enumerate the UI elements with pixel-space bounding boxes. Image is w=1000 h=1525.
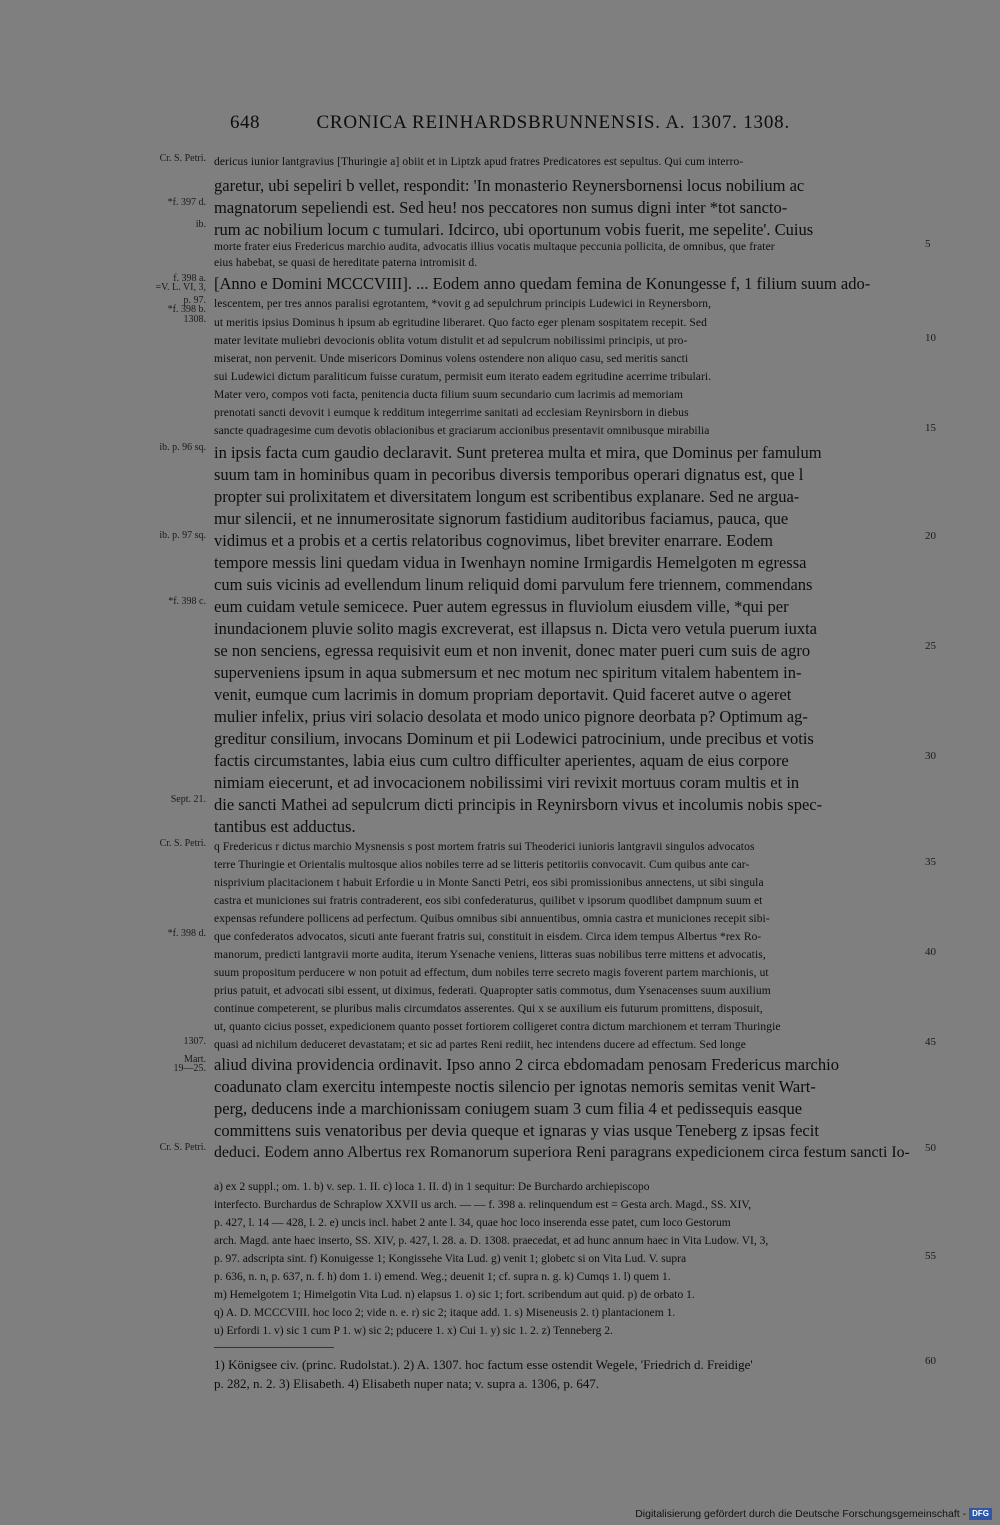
margin-note: *f. 397 d. bbox=[167, 197, 206, 208]
credit-text: Digitalisierung gefördert durch die Deutsche Forschungsgemeinschaft - bbox=[635, 1508, 967, 1520]
line-text: aliud divina providencia ordinavit. Ipso anno 2 circa ebdomadam penosam Fredericus marchio bbox=[214, 1055, 839, 1074]
lines-line bbox=[0, 508, 1000, 530]
line-text: sancte quadragesime cum devotis oblacionibus et graciarum accionibus presentavit omnibusque mirabilia bbox=[214, 425, 710, 437]
lines-line bbox=[0, 794, 1000, 816]
margin-note: Cr. S. Petri. bbox=[159, 153, 206, 164]
line-text: prenotati sancti devovit i eumque k redditum integerrime sanitati ad ecclesiam Reynirsborn in diebus bbox=[214, 407, 689, 419]
line-number: 5 bbox=[925, 238, 931, 250]
lines-line bbox=[0, 662, 1000, 684]
lines-line bbox=[0, 728, 1000, 750]
line-text: inundacionem pluvie solito magis excreverat, est illapsus n. Dicta vero vetula puerum iuxta bbox=[214, 619, 817, 638]
margin-note: Cr. S. Petri. bbox=[159, 838, 206, 849]
margin-note: Sept. 21. bbox=[170, 794, 206, 805]
line-number: 15 bbox=[925, 422, 936, 434]
line-text: dericus iunior lantgravius [Thuringie a] obiit et in Liptzk apud fratres Predicatores est sepultus. Qui cum interro- bbox=[214, 156, 744, 168]
line-text: greditur consilium, invocans Dominum et pii Lodewici patrocinium, unde precibus et votis bbox=[214, 729, 814, 748]
line-number: 10 bbox=[925, 332, 936, 344]
lines-line bbox=[0, 596, 1000, 618]
line-text: miserat, non pervenit. Unde misericors Dominus volens ostendere non aliquo casu, sed meritis sancti bbox=[214, 353, 689, 365]
line-number: 20 bbox=[925, 530, 936, 542]
line-number: 35 bbox=[925, 856, 936, 868]
line-text: magnatorum sepeliendi est. Sed heu! nos peccatores non sumus digni inter *tot sancto- bbox=[214, 198, 788, 217]
line-text: suum propositum perducere w non potuit ad effectum, dum nobiles terre secreto magis foverent partem marchionis, ut bbox=[214, 967, 769, 979]
line-number: 30 bbox=[925, 750, 936, 762]
line-text: quasi ad nichilum deduceret devastatam; et sic ad partes Reni rediit, hec intendens ducere ad effectum. Sed longe bbox=[214, 1039, 746, 1051]
line-number: 55 bbox=[925, 1250, 936, 1262]
lines-line bbox=[0, 640, 1000, 662]
lines-line bbox=[0, 1142, 1000, 1164]
margin-note: p. 97. bbox=[183, 295, 206, 306]
footnotes-line bbox=[0, 1374, 1000, 1396]
line-text: superveniens ipsum in aqua submersum et nec motum nec spiritum vitalem habentem in- bbox=[214, 663, 802, 682]
lines-line bbox=[0, 706, 1000, 728]
lines-line bbox=[0, 175, 1000, 197]
line-number: 25 bbox=[925, 640, 936, 652]
line-text: die sancti Mathei ad sepulcrum dicti principis in Reynirsborn vivus et incolumis nobis spec- bbox=[214, 795, 823, 814]
line-text: venit, eumque cum lacrimis in domum propriam deportavit. Quid faceret autve o ageret bbox=[214, 685, 792, 704]
lines-line bbox=[0, 772, 1000, 794]
line-text: tantibus est adductus. bbox=[214, 817, 356, 836]
line-text: lescentem, per tres annos paralisi egrotantem, *vovit g ad sepulchrum principis Ludewici in Reynersborn, bbox=[214, 298, 712, 310]
lines-line bbox=[0, 197, 1000, 219]
line-text: p. 282, n. 2. 3) Elisabeth. 4) Elisabeth nuper nata; v. supra a. 1306, p. 647. bbox=[214, 1376, 600, 1391]
notes-line bbox=[0, 1322, 1000, 1344]
line-text: [Anno e Domini MCCCVIII]. ... Eodem anno quedam femina de Konungesse f, 1 filium suum ado- bbox=[214, 274, 871, 293]
dfg-logo: DFG bbox=[969, 1508, 992, 1520]
lines-line bbox=[0, 464, 1000, 486]
margin-note: ib. p. 96 sq. bbox=[159, 442, 206, 453]
margin-note: ib. bbox=[195, 219, 206, 230]
line-text: vidimus et a probis et a certis relatoribus cognovimus, libet breviter enarrare. Eodem bbox=[214, 531, 773, 550]
line-text: a) ex 2 suppl.; om. 1. b) v. sep. 1. II. c) loca 1. II. d) in 1 sequitur: De Burchardo archiepiscopo bbox=[214, 1181, 650, 1193]
line-text: prius patuit, et advocati sibi essent, ut diximus, federati. Quapropter satis commotus, dum Ysenacenses suum auxilium bbox=[214, 985, 771, 997]
margin-note-secondary: =V. L. VI, 3, bbox=[155, 282, 206, 293]
line-text: m) Hemelgotem 1; Himelgotin Vita Lud. n) elapsus 1. o) sic 1; fort. scribendum aut quid. p) de orbato 1. bbox=[214, 1289, 695, 1301]
line-text: tempore messis lini quedam vidua in Iwenhayn nomine Irmigardis Hemelgoten m egressa bbox=[214, 553, 807, 572]
footnote-divider bbox=[214, 1347, 334, 1348]
line-text: coadunato clam exercitu intempeste noctis silencio per ignotas nemoris semitas venit Wart- bbox=[214, 1077, 816, 1096]
line-text: perg, deducens inde a marchionissam coniugem suam 3 cum filia 4 et pedissequis easque bbox=[214, 1099, 803, 1118]
line-number: 40 bbox=[925, 946, 936, 958]
line-text: mater levitate muliebri devocionis oblita votum distulit et ad sepulcrum nobilissimi principis, ut pro- bbox=[214, 335, 688, 347]
running-header bbox=[230, 112, 790, 134]
dfg-credit bbox=[635, 1507, 992, 1521]
margin-note: f. 398 a. bbox=[173, 273, 206, 284]
line-text: mur silencii, et ne innumerositate signorum fastidium auditoribus faciamus, pauca, que bbox=[214, 509, 789, 528]
line-text: interfecto. Burchardus de Schraplow XXVII us arch. — — f. 398 a. relinquendum est = Gesta arch. Magd., SS. XIV, bbox=[214, 1199, 752, 1211]
line-text: arch. Magd. ante haec inserto, SS. XIV, p. 427, l. 28. a. D. 1308. praecedat, et ad hunc annum haec in Vita Ludow. VI, 3, bbox=[214, 1235, 769, 1247]
line-text: garetur, ubi sepeliri b vellet, respondit: 'In monasterio Reynersbornensi locus nobilium ac bbox=[214, 176, 805, 195]
margin-note-secondary: 19—25. bbox=[173, 1063, 206, 1074]
line-text: rum ac nobilium locum c tumulari. Idcirco, ubi oportunum vobis fuerit, me sepelite'. Cuius bbox=[214, 220, 814, 239]
line-text: deduci. Eodem anno Albertus rex Romanorum superiora Reni paragrans expedicionem circa festum sancti Io- bbox=[214, 1144, 910, 1161]
line-text: propter sui prolixitatem et diversitatem longum est scribentibus explanare. Sed ne argua- bbox=[214, 487, 800, 506]
lines-line bbox=[0, 442, 1000, 464]
lines-line bbox=[0, 530, 1000, 552]
line-text: q Fredericus r dictus marchio Mysnensis s post mortem fratris sui Theoderici iunioris lantgravii singulos advocatos bbox=[214, 841, 755, 853]
lines-line bbox=[0, 486, 1000, 508]
lines-line bbox=[0, 574, 1000, 596]
margin-note-secondary: *f. 398 b. bbox=[167, 304, 206, 315]
line-text: mulier infelix, prius viri solacio desolata et modo unico pignore deorbata p? Optimum ag- bbox=[214, 707, 808, 726]
line-text: p. 97. adscripta sint. f) Konuigesse 1; Kongissehe Vita Lud. g) venit 1; globetc si on Vita Lud. V. supra bbox=[214, 1253, 687, 1265]
line-text: factis circumstantes, labia eius cum cultro difficulter aperientes, aquam de eius corpore bbox=[214, 751, 789, 770]
lines-line bbox=[0, 1076, 1000, 1098]
line-text: que confederatos advocatos, sicuti ante fuerant fratris sui, constituit in eisdem. Circa idem tempus Albertus *rex Ro- bbox=[214, 931, 762, 943]
margin-note: Mart. bbox=[184, 1054, 206, 1065]
line-text: continue competerent, se pluribus malis circumdatos asserentes. Qui x se auxilium eis futurum promittens, disposuit, bbox=[214, 1003, 763, 1015]
line-number: 60 bbox=[925, 1355, 936, 1367]
line-text: castra et municiones sui fratris contraderent, eos sibi confederaturus, quilibet v ipsorum quodlibet dampnum suum et bbox=[214, 895, 763, 907]
page-number: 648 bbox=[230, 112, 260, 133]
margin-note: *f. 398 d. bbox=[167, 928, 206, 939]
lines-line bbox=[0, 816, 1000, 838]
margin-note: Cr. S. Petri. bbox=[159, 1142, 206, 1153]
line-text: expensas refundere pollicens ad perfectum. Quibus omnibus sibi annuentibus, omnia castra et municiones recepit sibi- bbox=[214, 913, 770, 925]
line-text: eius habebat, se quasi de hereditate paterna intromisit d. bbox=[214, 257, 478, 269]
margin-note: ib. p. 97 sq. bbox=[159, 530, 206, 541]
running-title: CRONICA REINHARDSBRUNNENSIS. A. 1307. 1308. bbox=[316, 112, 790, 133]
lines-line bbox=[0, 1098, 1000, 1120]
line-text: q) A. D. MCCCVIII. hoc loco 2; vide n. e. r) sic 2; itaque add. 1. s) Miseneusis 2. t) plantacionem 1. bbox=[214, 1307, 676, 1319]
lines-line bbox=[0, 1054, 1000, 1076]
lines-line bbox=[0, 1120, 1000, 1142]
line-text: terre Thuringie et Orientalis multosque alios nobiles terre ad se litteris petitoriis convocavit. Cum quibus ante car- bbox=[214, 859, 750, 871]
line-text: p. 427, l. 14 — 428, l. 2. e) uncis incl. habet 2 ante l. 34, quae hoc loco inserenda esse patet, cum loco Gestorum bbox=[214, 1217, 731, 1229]
line-number: 45 bbox=[925, 1036, 936, 1048]
line-text: manorum, predicti lantgravii morte audita, iterum Ysenache veniens, litteras suas nobilibus terre mittens et advocatis, bbox=[214, 949, 766, 961]
line-text: morte frater eius Fredericus marchio audita, advocatis illius vocatis multaque peccunia pollicita, de omnibus, que frater bbox=[214, 241, 775, 253]
line-text: p. 636, n. n, p. 637, n. f. h) dom 1. i) emend. Weg.; deuenit 1; cf. supra n. g. k) Cumqs 1. l) quem 1. bbox=[214, 1271, 671, 1283]
line-text: eum cuidam vetule semicece. Puer autem egressus in fluviolum eiusdem ville, *qui per bbox=[214, 597, 789, 616]
line-number: 50 bbox=[925, 1142, 936, 1154]
line-text: nimiam eiecerunt, et ad invocacionem nobilissimi viri revixit mortuus coram multis et in bbox=[214, 773, 800, 792]
line-text: cum suis vicinis ad evellendum linum reliquid domi parvulum fere triennem, commendans bbox=[214, 575, 813, 594]
lines-line bbox=[0, 153, 1000, 175]
line-text: ut, quanto cicius posset, expedicionem quanto posset fortiorem colligeret contra dictum marchionem et terram Thuringie bbox=[214, 1021, 781, 1033]
lines-line bbox=[0, 552, 1000, 574]
line-text: nisprivium placitacionem t habuit Erfordie u in Monte Sancti Petri, eos sibi promissionibus annectens, ut sibi singula bbox=[214, 877, 764, 889]
line-text: suum tam in hominibus quam in pecoribus diversis temporibus operari dignatus est, que l bbox=[214, 465, 804, 484]
line-text: in ipsis facta cum gaudio declaravit. Sunt preterea multa et mira, que Dominus per famulum bbox=[214, 443, 822, 462]
margin-note: 1308. bbox=[183, 314, 206, 325]
margin-note: 1307. bbox=[183, 1036, 206, 1047]
line-text: sui Ludewici dictum paraliticum fuisse curatum, permisit eum iterato eadem egritudine acerrime tribulari. bbox=[214, 371, 712, 383]
margin-note: *f. 398 c. bbox=[168, 596, 206, 607]
line-text: committens suis venatoribus per devia queque et ignaras y vias usque Teneberg z ipsas fecit bbox=[214, 1121, 819, 1140]
line-text: u) Erfordi 1. v) sic 1 cum P 1. w) sic 2; pducere 1. x) Cui 1. y) sic 1. 2. z) Tenneberg 2. bbox=[214, 1325, 613, 1337]
lines-line bbox=[0, 422, 1000, 444]
lines-line bbox=[0, 273, 1000, 295]
lines-line bbox=[0, 618, 1000, 640]
line-text: Mater vero, compos voti facta, penitencia ducta filium suum secundario cum lacrimis ad memoriam bbox=[214, 389, 684, 401]
line-text: ut meritis ipsius Dominus h ipsum ab egritudine liberaret. Quo facto eger plenam sospitatem recepit. Sed bbox=[214, 317, 707, 329]
lines-line bbox=[0, 684, 1000, 706]
line-text: 1) Königsee civ. (princ. Rudolstat.). 2) A. 1307. hoc factum esse ostendit Wegele, 'Friedrich d. Freidige' bbox=[214, 1357, 753, 1372]
line-text: se non senciens, egressa requisivit eum et non invenit, donec mater pueri cum suis de agro bbox=[214, 641, 811, 660]
lines-line bbox=[0, 750, 1000, 772]
